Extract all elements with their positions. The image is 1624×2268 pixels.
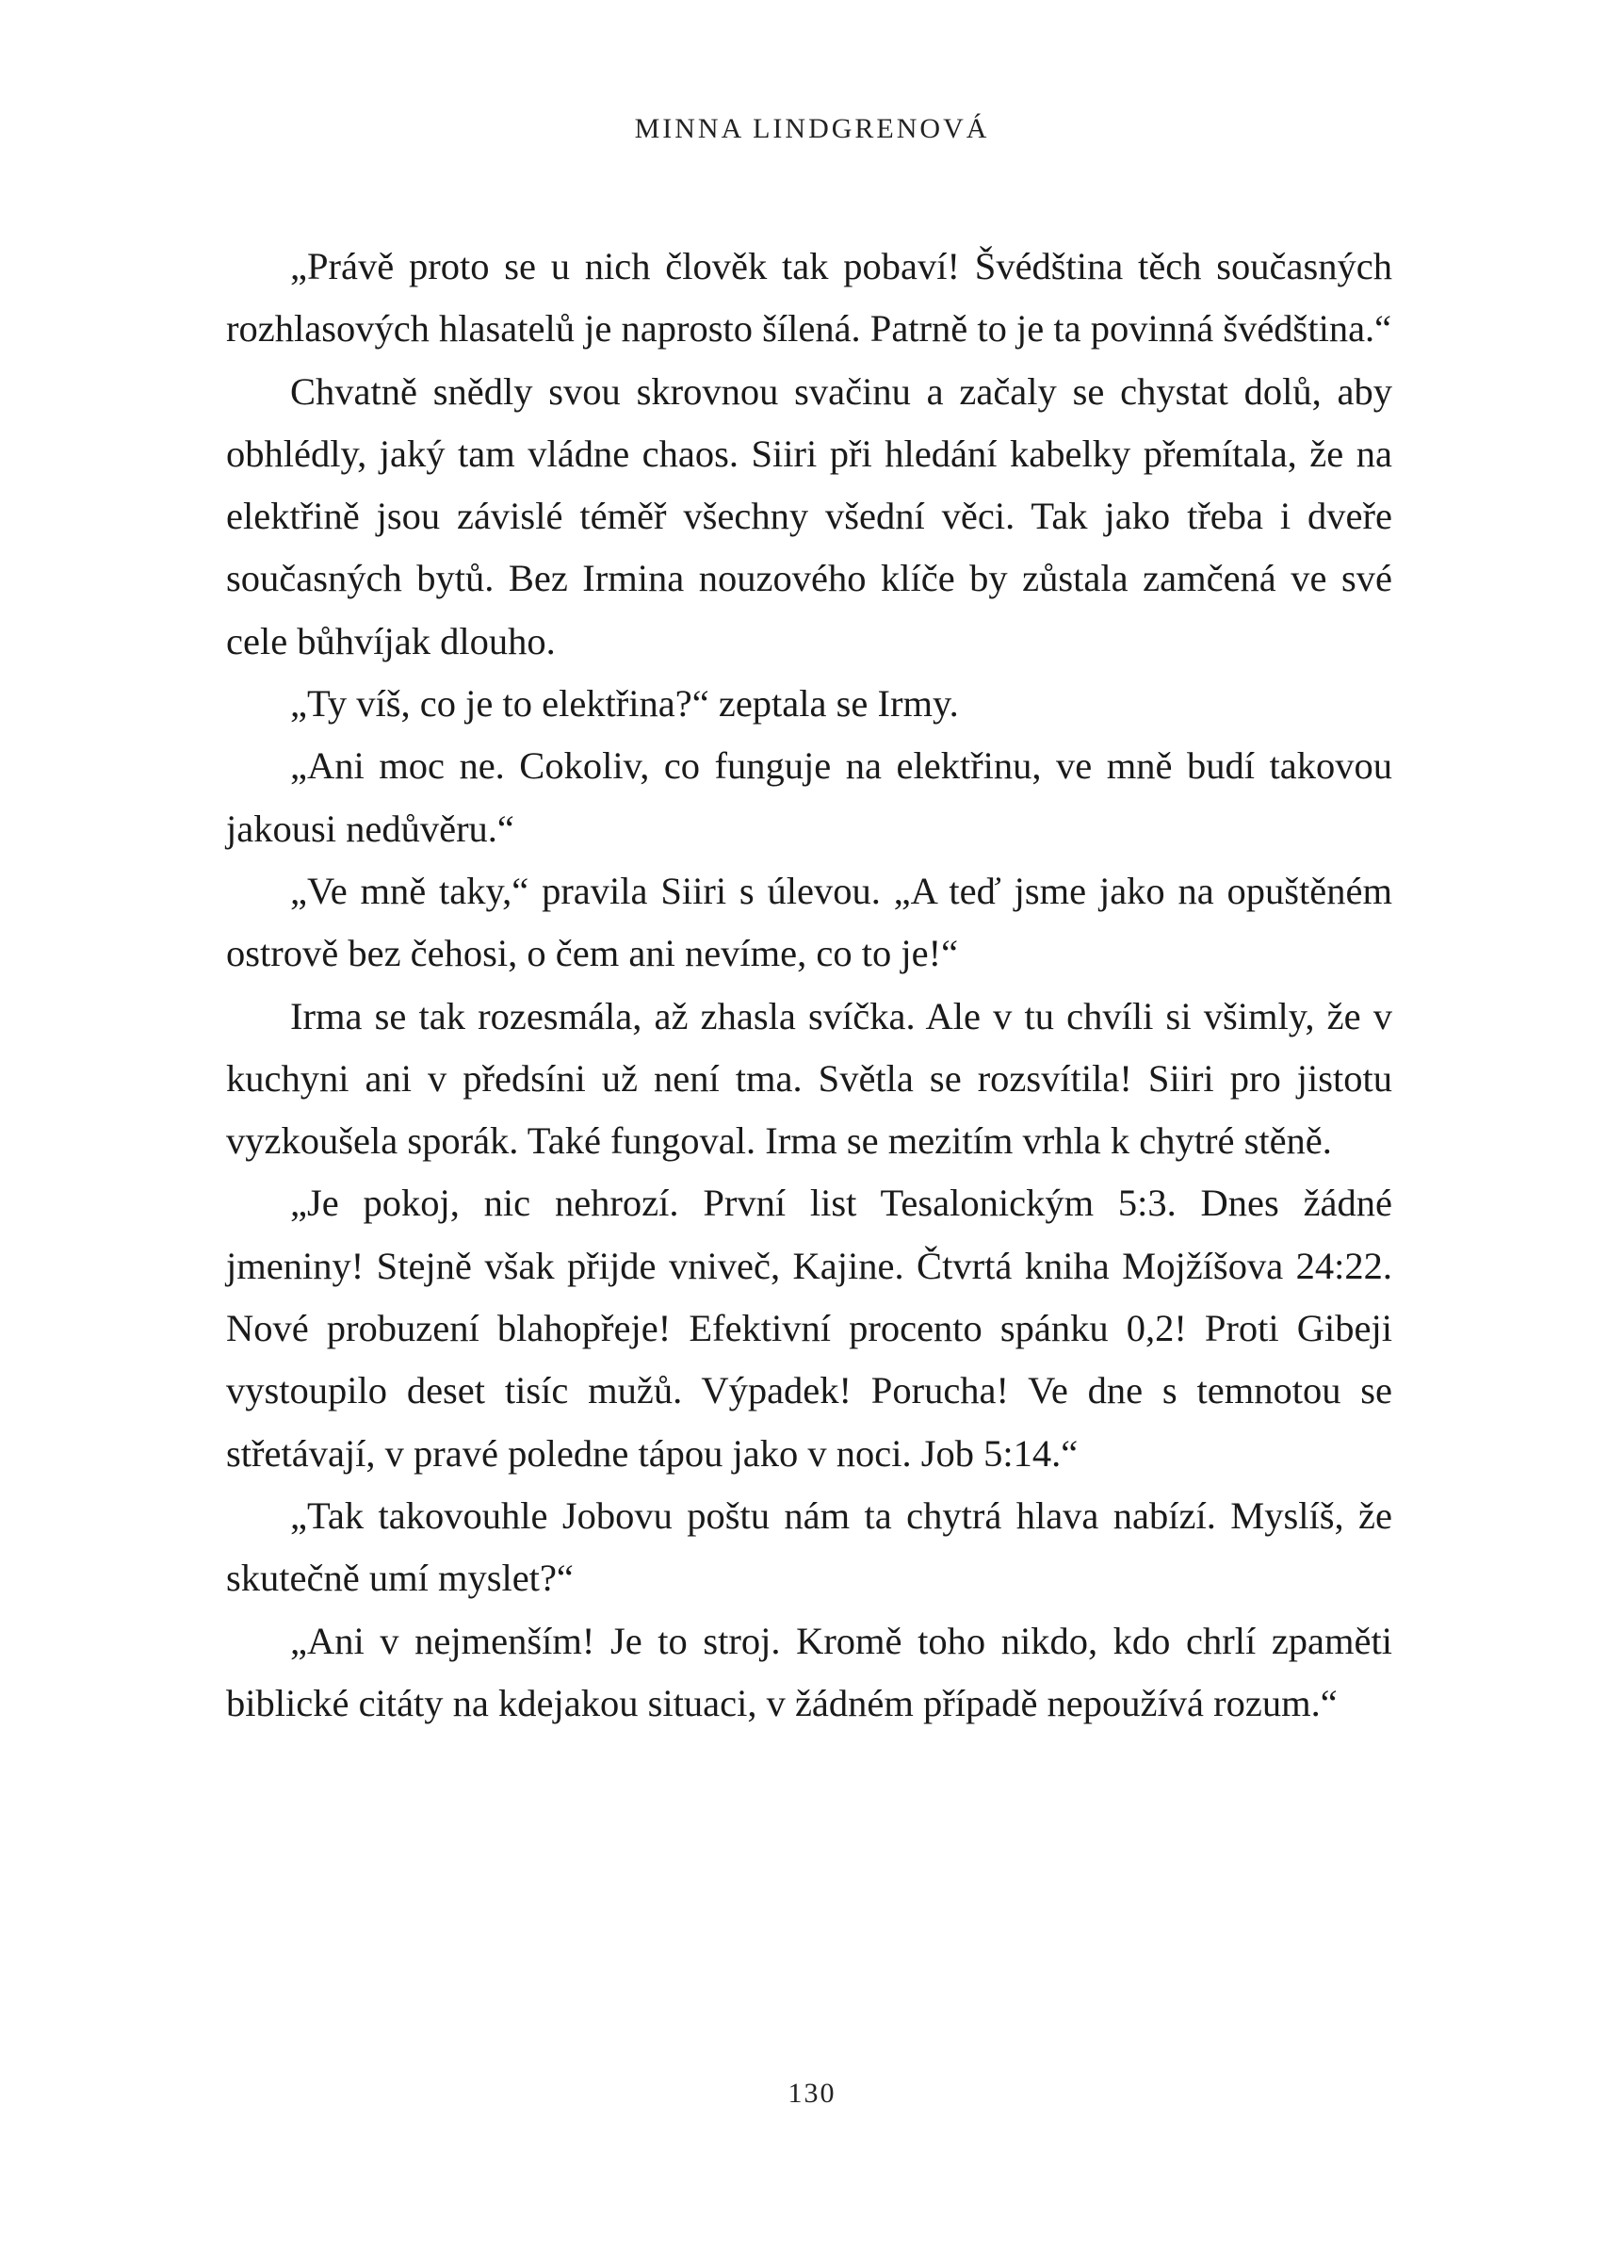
paragraph-7: „Je pokoj, nic nehrozí. První list Tesalonickým 5:3. Dnes žádné jmeniny! Stejně však přijde vniveč, Kajine. Čtvrtá kniha Mojžíšova 24:22. Nové probuzení blahopřeje! Efektivní procento spánku 0,2! Proti Gibeji vystoupilo deset tisíc mužů. Výpadek! Porucha! Ve dne s temnotou se střetávají, v pravé poledne tápou jako v noci. Job 5:14.“ <box>226 1182 1392 1475</box>
paragraph-6: Irma se tak rozesmála, až zhasla svíčka. Ale v tu chvíli si všimly, že v kuchyni ani v předsíni už není tma. Světla se rozsvítila! Siiri pro jistotu vyzkoušela sporák. Také fungoval. Irma se mezitím vrhla k chytré stěně. <box>226 994 1392 1163</box>
paragraph-8: „Tak takovouhle Jobovu poštu nám ta chytrá hlava nabízí. Myslíš, že skutečně umí myslet?“ <box>226 1493 1392 1600</box>
page-number: 130 <box>788 2078 836 2109</box>
running-head: MINNA LINDGRENOVÁ <box>634 113 990 144</box>
paragraph-3: „Ty víš, co je to elektřina?“ zeptala se Irmy. <box>290 682 959 726</box>
paragraph-5: „Ve mně taky,“ pravila Siiri s úlevou. „A teď jsme jako na opuštěném ostrově bez čehosi, o čem ani nevíme, co to je!“ <box>226 869 1392 975</box>
body-text <box>226 236 1392 1735</box>
paragraph-4: „Ani moc ne. Cokoliv, co funguje na elektřinu, ve mně budí takovou jakousi nedůvěru.“ <box>226 744 1392 850</box>
paragraph-1: „Právě proto se u nich člověk tak pobaví! Švédština těch současných rozhlasových hlasatelů je naprosto šílená. Patrně to je ta povinná švédština.“ <box>226 245 1392 351</box>
paragraph-2: Chvatně snědly svou skrovnou svačinu a začaly se chystat dolů, aby obhlédly, jaký tam vládne chaos. Siiri při hledání kabelky přemítala, že na elektřině jsou závislé téměř všechny všední věci. Tak jako třeba i dveře současných bytů. Bez Irmina nouzového klíče by zůstala zamčená ve své cele bůhvíjak dlouho. <box>226 369 1392 662</box>
paragraph-9: „Ani v nejmenším! Je to stroj. Kromě toho nikdo, kdo chrlí zpaměti biblické citáty na kdejakou situaci, v žádném případě nepoužívá rozum.“ <box>226 1619 1392 1724</box>
